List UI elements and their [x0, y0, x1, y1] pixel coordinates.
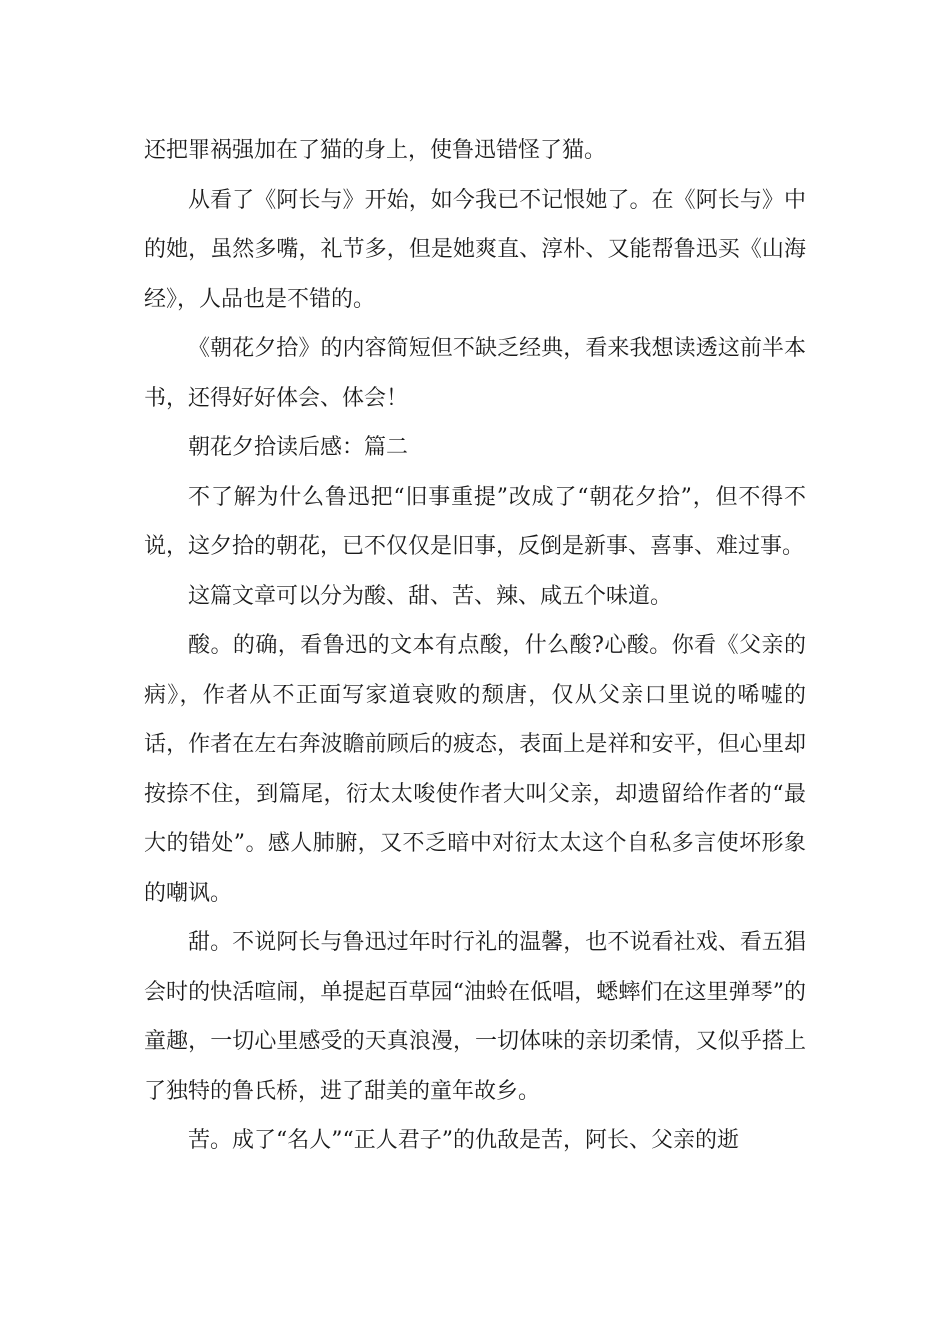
paragraph-8: 甜。不说阿长与鲁迅过年时行礼的温馨，也不说看社戏、看五猖会时的快活喧闹，单提起百草园“油蛉在低唱，蟋蟀们在这里弹琴”的童趣，一切心里感受的天真浪漫，一切体味的亲切柔情，又似乎搭上了独特的鲁氏桥，进了甜美的童年故乡。: [144, 930, 806, 1104]
paragraph-7: 酸。的确，看鲁迅的文本有点酸，什么酸?心酸。你看《父亲的病》，作者从不正面写家道衰败的颓唐，仅从父亲口里说的唏嘘的话，作者在左右奔波瞻前顾后的疲态，表面上是祥和安平，但心里却按捺不住，到篇尾，衍太太唆使作者大叫父亲，却遗留给作者的“最大的错处”。感人肺腑，又不乏暗中对衍太太这个自私多言使坏形象的嘲讽。: [144, 633, 806, 906]
paragraph-1: 还把罪祸强加在了猫的身上，使鲁迅错怪了猫。: [144, 138, 607, 163]
paragraph-5: 不了解为什么鲁迅把“旧事重提”改成了“朝花夕拾”，但不得不说，这夕拾的朝花，已不仅仅是旧事，反倒是新事、喜事、难过事。: [144, 484, 806, 559]
paragraph-2: 从看了《阿长与》开始，如今我已不记恨她了。在《阿长与》中的她，虽然多嘴，礼节多，但是她爽直、淳朴、又能帮鲁迅买《山海经》，人品也是不错的。: [144, 187, 806, 312]
paragraph-9: 苦。成了“名人”“正人君子”的仇敌是苦，阿长、父亲的逝: [188, 1128, 739, 1153]
document-page: [144, 126, 806, 1166]
paragraph-6: 这篇文章可以分为酸、甜、苦、辣、咸五个味道。: [188, 583, 673, 609]
section-heading: 朝花夕拾读后感：篇二: [188, 435, 409, 460]
paragraph-3: 《朝花夕拾》的内容简短但不缺乏经典，看来我想读透这前半本书，还得好好体会、体会！: [144, 336, 806, 411]
